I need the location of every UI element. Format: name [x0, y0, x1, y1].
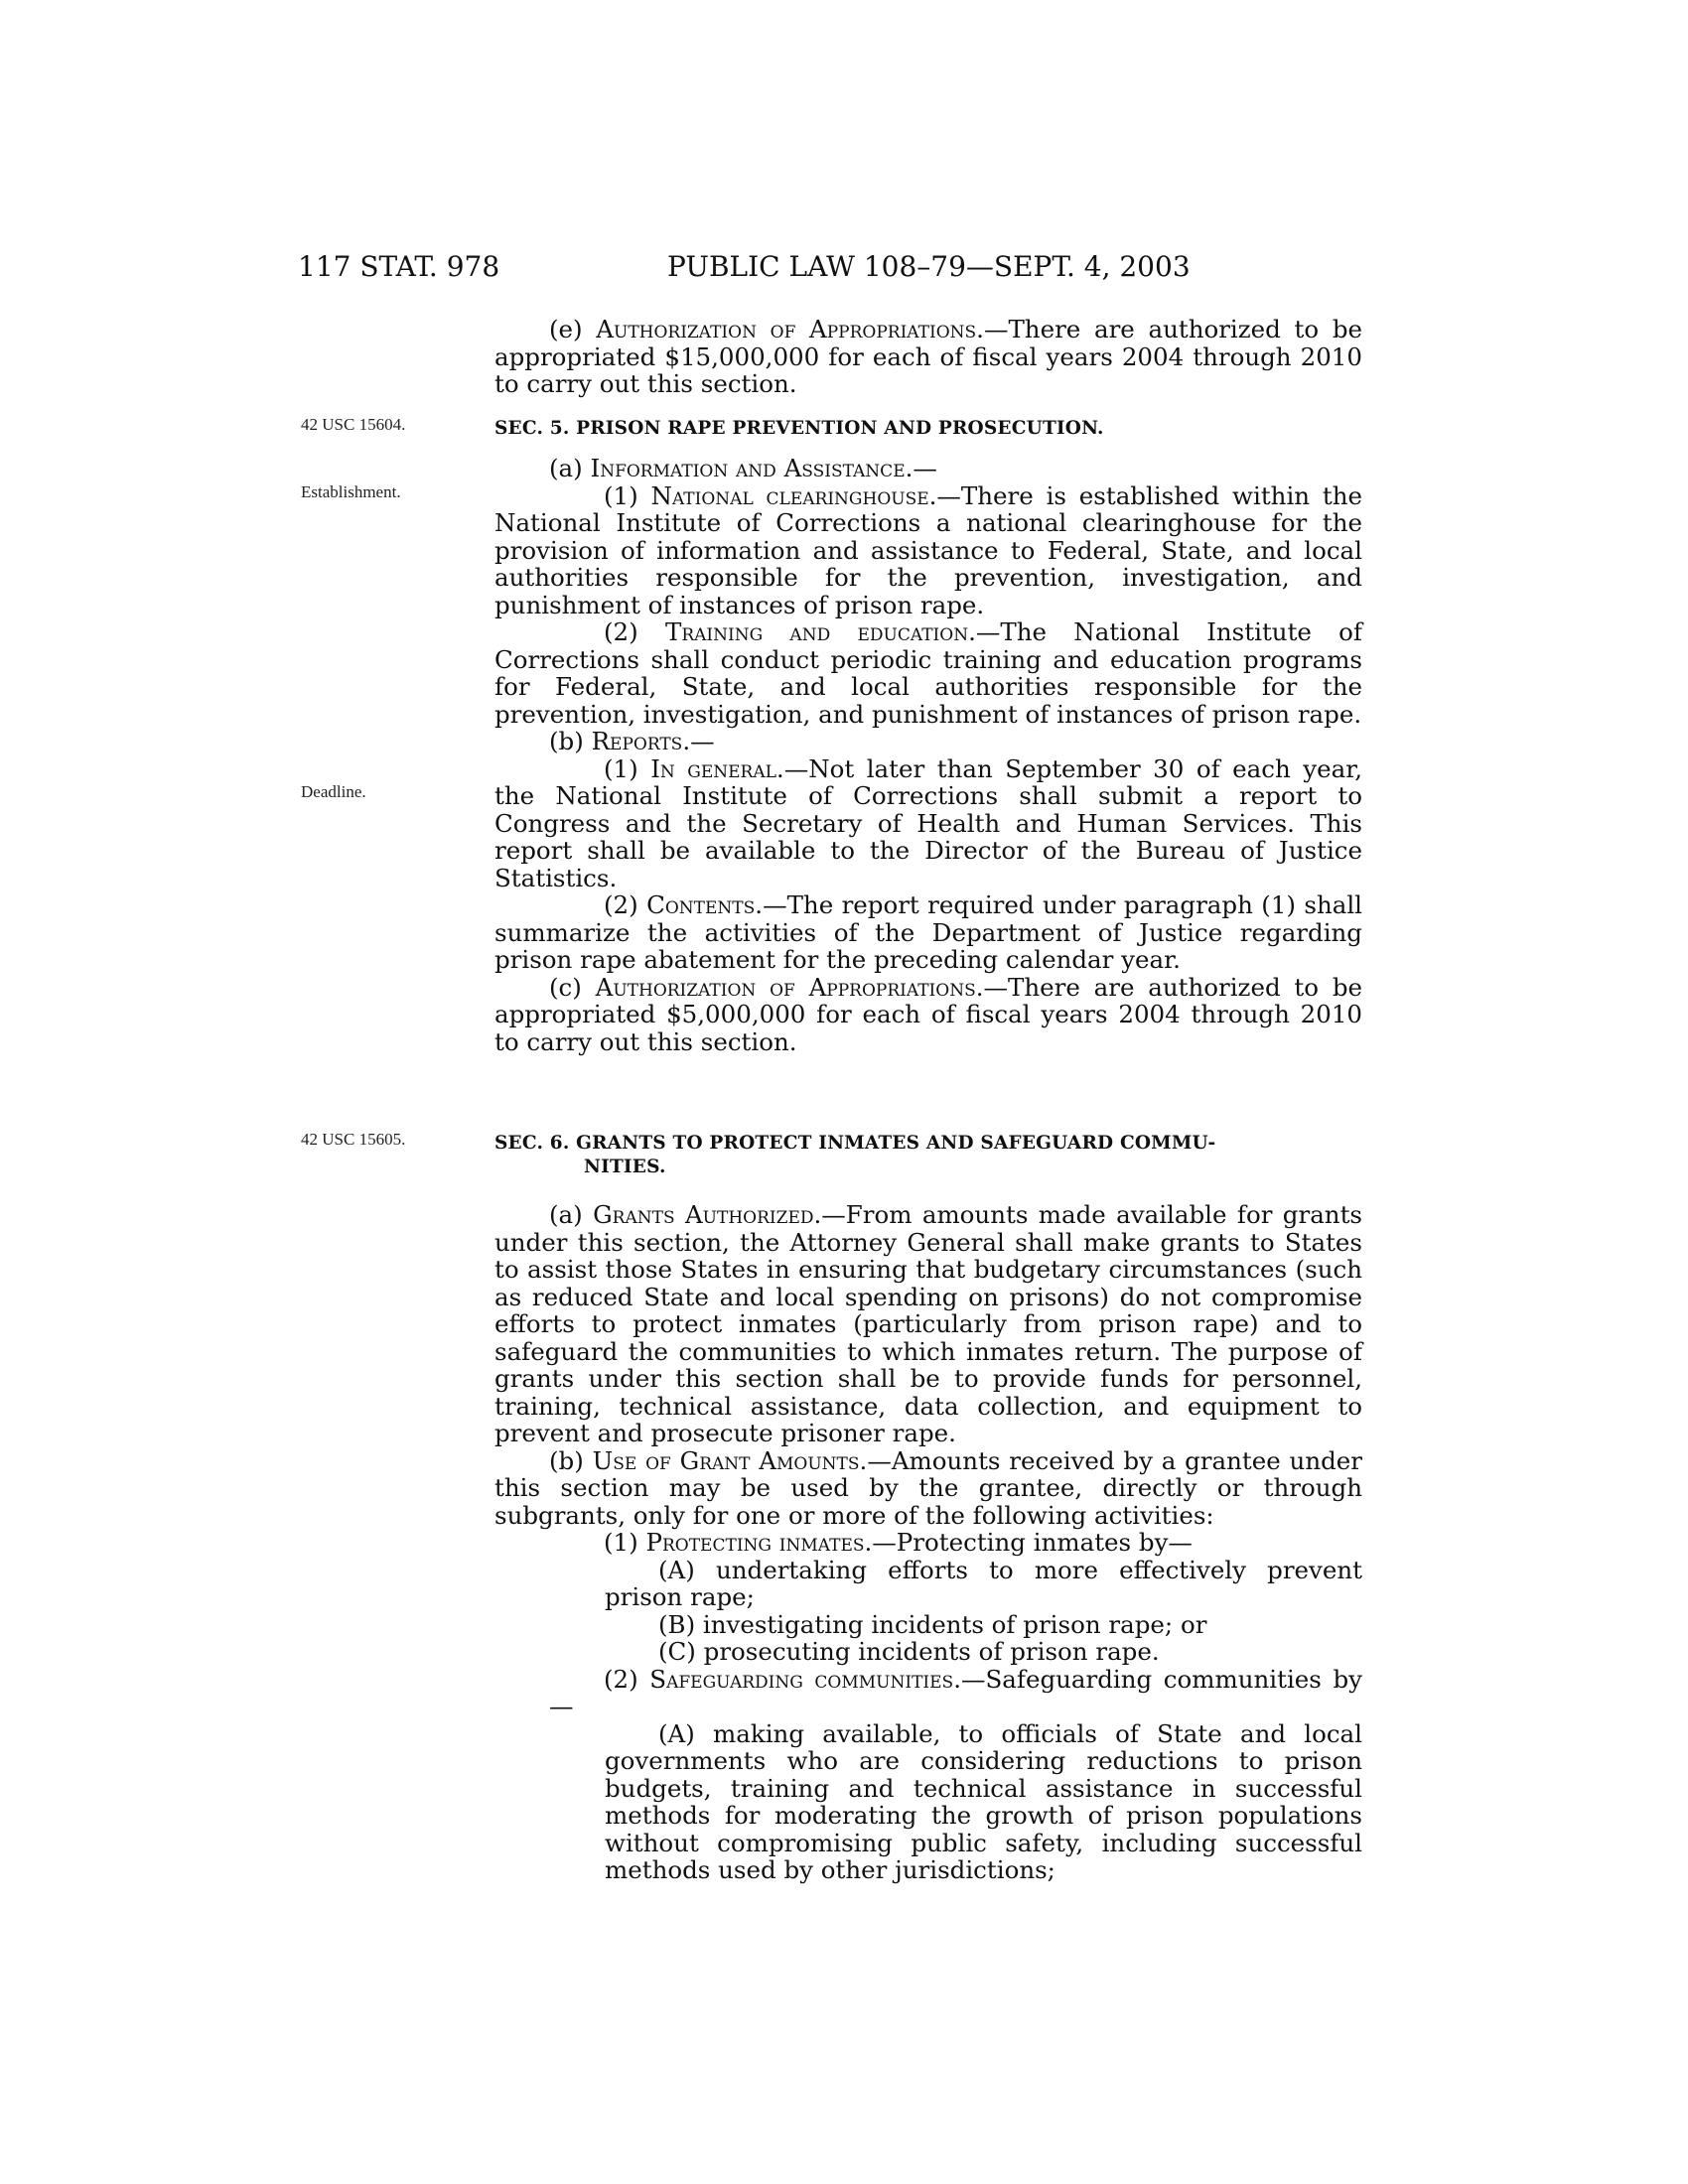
running-header: [298, 250, 1370, 290]
clause-6b1A: (A) undertaking efforts to more effectively prevent prison rape;: [605, 1555, 1362, 1611]
margin-note-establishment: Establishment.: [301, 482, 401, 501]
section-6-body: [494, 1201, 1362, 1884]
paragraph-5a1: (1) National clearinghouse.—There is established within the National Institute of Corrections a national clearinghouse for the provision of information and assistance to Federal, State, and local authorities responsible for the prevention, investigation, and punishment of instances of prison rape.: [494, 480, 1362, 619]
paragraph-5b2: (2) Contents.—The report required under paragraph (1) shall summarize the activities of the Department of Justice regarding prison rape abatement for the preceding calendar year.: [494, 890, 1362, 974]
clause-6b2A: (A) making available, to officials of State and local governments who are considering reductions to prison budgets, training and technical assistance in successful methods for moderating the growth of prison populations without compromising public safety, including successful methods used by other jurisdictions;: [605, 1718, 1362, 1884]
paragraph-5b1: (1) In general.—Not later than September 30 of each year, the National Institute of Corrections shall submit a report to Congress and the Secretary of Health and Human Services. This report shall be available to the Director of the Bureau of Justice Statistics.: [494, 753, 1363, 892]
section-6-heading-line1: SEC. 6. GRANTS TO PROTECT INMATES AND SAFEGUARD COMMU-: [494, 1133, 1216, 1154]
margin-note-usc-15604: 42 USC 15604.: [301, 415, 406, 434]
clause-6b1C: (C) prosecuting incidents of prison rape.: [658, 1637, 1160, 1666]
subsection-6a: (a) Grants Authorized.—From amounts made available for grants under this section, the Attorney General shall make grants to States to assist those States in ensuring that budgetary circumstances (such as reduced State and local spending on prisons) do not compromise efforts to protect inmates (particularly from prison rape) and to safeguard the communities to which inmates return. The purpose of grants under this section shall be to provide funds for personnel, training, technical assistance, data collection, and equipment to prevent and prosecute prisoner rape.: [494, 1200, 1362, 1447]
section-6-heading-line2: NITIES.: [584, 1157, 666, 1177]
subsection-5b: (b) Reports.—: [549, 727, 715, 755]
subsection-5c: (c) Authorization of Appropriations.—There are authorized to be appropriated $5,000,000 for each of fiscal years 2004 through 2010 to carry out this section.: [494, 972, 1362, 1056]
section-5-heading: SEC. 5. PRISON RAPE PREVENTION AND PROSECUTION.: [494, 418, 1104, 439]
prev-section-block: [494, 316, 1362, 398]
margin-note-usc-15605: 42 USC 15605.: [301, 1130, 406, 1149]
stat-page-reference: 117 STAT. 978: [298, 250, 500, 283]
section-5-body: [494, 455, 1362, 1055]
subsection-6b: (b) Use of Grant Amounts.—Amounts received by a grantee under this section may be used by the grantee, directly or through subgrants, only for one or more of the following activities:: [494, 1445, 1362, 1530]
margin-note-deadline: Deadline.: [301, 782, 366, 801]
paragraph-6b1: (1) Protecting inmates.—Protecting inmates by—: [604, 1528, 1193, 1557]
paragraph-6b2: (2) Safeguarding communities.—Safeguarding communities by—: [549, 1664, 1362, 1720]
subsection-5a: (a) Information and Assistance.—: [549, 454, 937, 482]
paragraph-5a2: (2) Training and education.—The National Institute of Corrections shall conduct periodic training and education programs for Federal, State, and local authorities responsible for the prevention, investigation, and punishment of instances of prison rape.: [494, 617, 1362, 729]
section-6-heading: [494, 1132, 1362, 1179]
clause-6b1B: (B) investigating incidents of prison rape; or: [658, 1609, 1207, 1639]
paragraph-e: (e) Authorization of Appropriations.—There are authorized to be appropriated $15,000,000 for each of fiscal years 2004 through 2010 to carry out this section.: [494, 315, 1362, 398]
law-title: PUBLIC LAW 108–79—SEPT. 4, 2003: [667, 250, 1191, 283]
